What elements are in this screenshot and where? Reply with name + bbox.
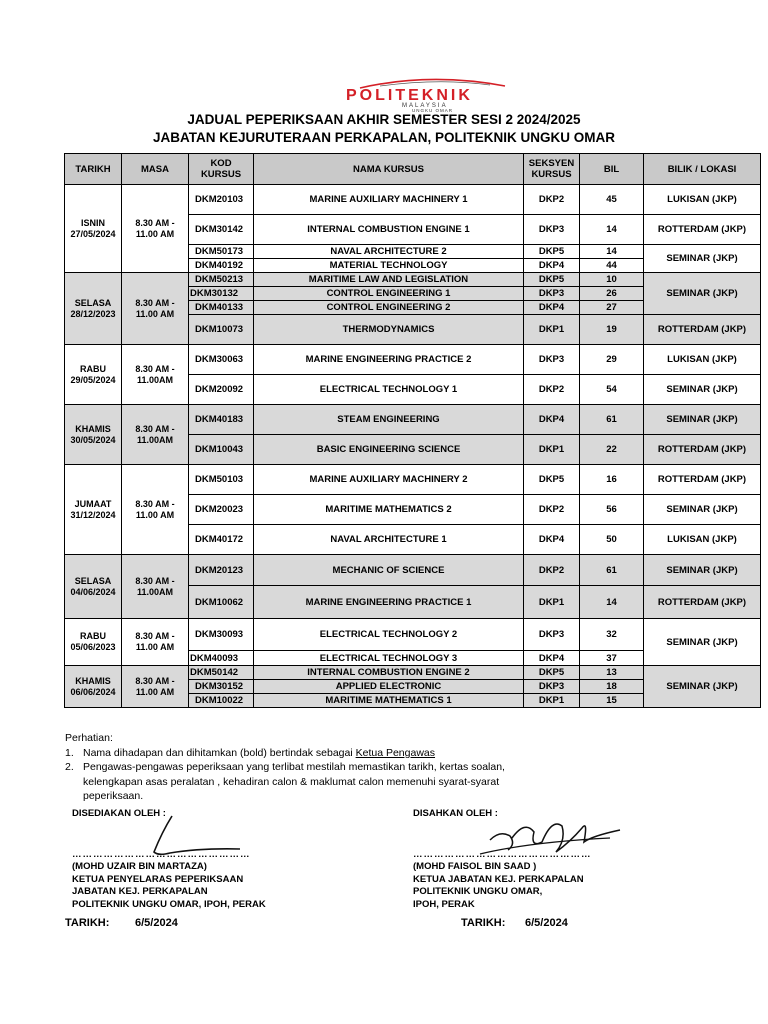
tarikh-left: TARIKH: 6/5/2024	[65, 917, 178, 929]
bil-cell: 27	[580, 301, 644, 315]
time-cell: 8.30 AM - 11.00 AM	[122, 185, 189, 273]
seksyen-cell: DKP1	[524, 694, 580, 708]
bil-cell: 37	[580, 651, 644, 666]
bilik-cell: SEMINAR (JKP)	[644, 405, 761, 435]
bilik-cell: SEMINAR (JKP)	[644, 619, 761, 666]
table-row	[65, 555, 761, 586]
table-row	[65, 273, 761, 287]
table-row	[65, 405, 761, 435]
time-cell: 8.30 AM - 11.00AM	[122, 555, 189, 619]
bil-cell: 13	[580, 666, 644, 680]
kod-cell: DKM10062	[189, 586, 254, 619]
signature-block-left: DISEDIAKAN OLEH : …………………………………………… (MOHD UZAIR BIN MARTAZA) KETUA PENYELARAS PEPERIKSAAN JABATAN KEJ. PERKAPALAN POLITEKNIK UNGKU OMAR, IPOH, PERAK	[72, 808, 266, 910]
nama-cell: THERMODYNAMICS	[254, 315, 524, 345]
title-line-1: JADUAL PEPERIKSAAN AKHIR SEMESTER SESI 2 2024/2025	[187, 112, 581, 127]
logo-text: POLITEKNIK	[346, 87, 473, 104]
seksyen-cell: DKP3	[524, 619, 580, 651]
header-tarikh: TARIKH	[65, 154, 122, 185]
logo-sub: UNGKU OMAR	[412, 108, 454, 112]
title-line-2: JABATAN KEJURUTERAAN PERKAPALAN, POLITEKNIK UNGKU OMAR	[152, 130, 615, 145]
kod-cell: DKM50213	[189, 273, 254, 287]
seksyen-cell: DKP2	[524, 555, 580, 586]
prepared-by-label: DISEDIAKAN OLEH :	[72, 808, 166, 819]
bil-cell: 14	[580, 245, 644, 259]
date-cell: SELASA 04/06/2024	[65, 555, 122, 619]
date-cell: SELASA 28/12/2023	[65, 273, 122, 345]
bilik-cell: SEMINAR (JKP)	[644, 555, 761, 586]
seksyen-cell: DKP3	[524, 345, 580, 375]
nama-cell: CONTROL ENGINEERING 2	[254, 301, 524, 315]
table-row	[65, 666, 761, 680]
bilik-cell: ROTTERDAM (JKP)	[644, 315, 761, 345]
time-cell: 8.30 AM - 11.00 AM	[122, 666, 189, 708]
bil-cell: 19	[580, 315, 644, 345]
bil-cell: 22	[580, 435, 644, 465]
nama-cell: INTERNAL COMBUSTION ENGINE 2	[254, 666, 524, 680]
tarikh-right: TARIKH: 6/5/2024	[461, 917, 568, 929]
kod-cell: DKM50142	[189, 666, 254, 680]
table-header-row	[65, 154, 761, 185]
date-cell: ISNIN 27/05/2024	[65, 185, 122, 273]
date-cell: KHAMIS 06/06/2024	[65, 666, 122, 708]
bil-cell: 44	[580, 259, 644, 273]
kod-cell: DKM40172	[189, 525, 254, 555]
seksyen-cell: DKP2	[524, 495, 580, 525]
bil-cell: 18	[580, 680, 644, 694]
bilik-cell: LUKISAN (JKP)	[644, 345, 761, 375]
nama-cell: MATERIAL TECHNOLOGY	[254, 259, 524, 273]
seksyen-cell: DKP5	[524, 465, 580, 495]
date-cell: RABU 05/06/2023	[65, 619, 122, 666]
nama-cell: ELECTRICAL TECHNOLOGY 3	[254, 651, 524, 666]
bilik-cell: ROTTERDAM (JKP)	[644, 465, 761, 495]
nama-cell: MARITIME MATHEMATICS 1	[254, 694, 524, 708]
bil-cell: 61	[580, 405, 644, 435]
bilik-cell: SEMINAR (JKP)	[644, 375, 761, 405]
header-seksyen-kursus: SEKSYEN KURSUS	[524, 154, 580, 185]
note-item: 1. Nama dihadapan dan dihitamkan (bold) bertindak sebagai Ketua Pengawas	[65, 746, 436, 759]
time-cell: 8.30 AM - 11.00 AM	[122, 465, 189, 555]
nama-cell: STEAM ENGINEERING	[254, 405, 524, 435]
approved-by-label: DISAHKAN OLEH :	[413, 808, 498, 819]
bilik-cell: SEMINAR (JKP)	[644, 273, 761, 315]
bil-cell: 26	[580, 287, 644, 301]
note-item: 2. Pengawas-pengawas peperiksaan yang terlibat mestilah memastikan tarikh, kertas soalan, kelengkapan asas peralatan , kehadiran calon & maklumat calon memenuhi syarat-syarat peperiksaan.	[65, 761, 505, 802]
bil-cell: 56	[580, 495, 644, 525]
kod-cell: DKM20092	[189, 375, 254, 405]
handwritten-signature-left	[140, 812, 260, 862]
seksyen-cell: DKP4	[524, 259, 580, 273]
table-row	[65, 185, 761, 215]
nama-cell: ELECTRICAL TECHNOLOGY 2	[254, 619, 524, 651]
nama-cell: NAVAL ARCHITECTURE 1	[254, 525, 524, 555]
politeknik-logo	[340, 76, 520, 112]
nama-cell: ELECTRICAL TECHNOLOGY 1	[254, 375, 524, 405]
date-cell: RABU 29/05/2024	[65, 345, 122, 405]
kod-cell: DKM50103	[189, 465, 254, 495]
kod-cell: DKM20023	[189, 495, 254, 525]
seksyen-cell: DKP3	[524, 215, 580, 245]
kod-cell: DKM30152	[189, 680, 254, 694]
signatory-name: (MOHD FAISOL BIN SAAD )	[413, 861, 537, 872]
logo-country: MALAYSIA	[402, 103, 448, 109]
seksyen-cell: DKP2	[524, 185, 580, 215]
kod-cell: DKM40183	[189, 405, 254, 435]
seksyen-cell: DKP4	[524, 301, 580, 315]
kod-cell: DKM50173	[189, 245, 254, 259]
nama-cell: MARINE ENGINEERING PRACTICE 1	[254, 586, 524, 619]
bil-cell: 15	[580, 694, 644, 708]
table-row	[65, 465, 761, 495]
seksyen-cell: DKP1	[524, 586, 580, 619]
header-masa: MASA	[122, 154, 189, 185]
kod-cell: DKM30142	[189, 215, 254, 245]
kod-cell: DKM20103	[189, 185, 254, 215]
kod-cell: DKM10043	[189, 435, 254, 465]
time-cell: 8.30 AM - 11.00 AM	[122, 273, 189, 345]
signature-line: ……………………………………………	[72, 848, 251, 860]
kod-cell: DKM10073	[189, 315, 254, 345]
seksyen-cell: DKP1	[524, 435, 580, 465]
nama-cell: MARITIME MATHEMATICS 2	[254, 495, 524, 525]
seksyen-cell: DKP4	[524, 405, 580, 435]
signature-block-right: DISAHKAN OLEH : …………………………………………… (MOHD FAISOL BIN SAAD ) KETUA JABATAN KEJ. PERKAPALAN POLITEKNIK UNGKU OMAR, IPOH, PERAK	[413, 808, 592, 910]
kod-cell: DKM10022	[189, 694, 254, 708]
header-bil: BIL	[580, 154, 644, 185]
seksyen-cell: DKP4	[524, 525, 580, 555]
nama-cell: CONTROL ENGINEERING 1	[254, 287, 524, 301]
seksyen-cell: DKP1	[524, 315, 580, 345]
signature-line: ……………………………………………	[413, 848, 592, 860]
bilik-cell: ROTTERDAM (JKP)	[644, 435, 761, 465]
seksyen-cell: DKP3	[524, 680, 580, 694]
header-kod-kursus: KOD KURSUS	[189, 154, 254, 185]
handwritten-signature-right	[470, 812, 630, 867]
header-bilik-lokasi: BILIK / LOKASI	[644, 154, 761, 185]
kod-cell: DKM40192	[189, 259, 254, 273]
nama-cell: NAVAL ARCHITECTURE 2	[254, 245, 524, 259]
notes-heading: Perhatian:	[65, 732, 113, 744]
bilik-cell: SEMINAR (JKP)	[644, 666, 761, 708]
date-cell: KHAMIS 30/05/2024	[65, 405, 122, 465]
nama-cell: APPLIED ELECTRONIC	[254, 680, 524, 694]
notes-section	[65, 731, 553, 804]
nama-cell: BASIC ENGINEERING SCIENCE	[254, 435, 524, 465]
bil-cell: 45	[580, 185, 644, 215]
kod-cell: DKM20123	[189, 555, 254, 586]
nama-cell: MARINE AUXILIARY MACHINERY 1	[254, 185, 524, 215]
bil-cell: 14	[580, 215, 644, 245]
bil-cell: 14	[580, 586, 644, 619]
exam-schedule-table	[64, 153, 761, 708]
seksyen-cell: DKP5	[524, 245, 580, 259]
bilik-cell: LUKISAN (JKP)	[644, 525, 761, 555]
bil-cell: 29	[580, 345, 644, 375]
kod-cell: DKM40093	[189, 651, 254, 666]
kod-cell: DKM30093	[189, 619, 254, 651]
nama-cell: MECHANIC OF SCIENCE	[254, 555, 524, 586]
header-nama-kursus: NAMA KURSUS	[254, 154, 524, 185]
bilik-cell: LUKISAN (JKP)	[644, 185, 761, 215]
table-row	[65, 619, 761, 651]
kod-cell: DKM40133	[189, 301, 254, 315]
bil-cell: 10	[580, 273, 644, 287]
time-cell: 8.30 AM - 11.00AM	[122, 345, 189, 405]
kod-cell: DKM30063	[189, 345, 254, 375]
signatory-name: (MOHD UZAIR BIN MARTAZA)	[72, 861, 207, 872]
bil-cell: 54	[580, 375, 644, 405]
bil-cell: 16	[580, 465, 644, 495]
seksyen-cell: DKP5	[524, 273, 580, 287]
bilik-cell: SEMINAR (JKP)	[644, 495, 761, 525]
nama-cell: MARITIME LAW AND LEGISLATION	[254, 273, 524, 287]
kod-cell: DKM30132	[189, 287, 254, 301]
nama-cell: INTERNAL COMBUSTION ENGINE 1	[254, 215, 524, 245]
bil-cell: 32	[580, 619, 644, 651]
bilik-cell: SEMINAR (JKP)	[644, 245, 761, 273]
seksyen-cell: DKP3	[524, 287, 580, 301]
date-cell: JUMAAT 31/12/2024	[65, 465, 122, 555]
seksyen-cell: DKP5	[524, 666, 580, 680]
time-cell: 8.30 AM - 11.00 AM	[122, 619, 189, 666]
bilik-cell: ROTTERDAM (JKP)	[644, 586, 761, 619]
seksyen-cell: DKP4	[524, 651, 580, 666]
bil-cell: 61	[580, 555, 644, 586]
table-row	[65, 345, 761, 375]
bilik-cell: ROTTERDAM (JKP)	[644, 215, 761, 245]
nama-cell: MARINE AUXILIARY MACHINERY 2	[254, 465, 524, 495]
nama-cell: MARINE ENGINEERING PRACTICE 2	[254, 345, 524, 375]
time-cell: 8.30 AM - 11.00AM	[122, 405, 189, 465]
ketua-pengawas-underline: Ketua Pengawas	[355, 746, 436, 759]
bil-cell: 50	[580, 525, 644, 555]
seksyen-cell: DKP2	[524, 375, 580, 405]
